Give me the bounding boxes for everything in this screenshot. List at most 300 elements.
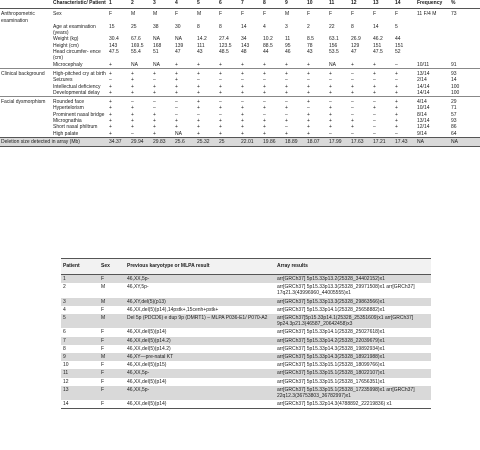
section-label	[0, 131, 52, 138]
value-cell: +	[152, 68, 174, 77]
table1-row	[0, 24, 480, 37]
value-cell: +	[131, 105, 134, 112]
value-cell: +	[373, 83, 376, 90]
array-result-cell: arr[GRCh37] 5p15.33p15.1(25328_17656351)x1	[277, 378, 385, 385]
value-cell: 139	[175, 42, 184, 49]
value-cell: +	[131, 124, 134, 131]
table1-header-cell: 11	[328, 0, 350, 9]
value-cell: –	[197, 111, 200, 118]
value-cell: +	[307, 111, 310, 118]
value-cell: +	[329, 105, 332, 112]
value-cell: +	[174, 68, 196, 77]
value-cell: –	[262, 97, 284, 106]
value-cell: –	[240, 97, 262, 106]
table2-row	[61, 306, 431, 314]
value-cell: +	[241, 105, 244, 112]
sex-cell: F	[101, 329, 105, 336]
patient-cell: 4	[63, 306, 66, 313]
sex-cell: F	[99, 337, 125, 345]
karyotype-cell: Del 5p (PDCD6) e dup 9p (DMRT1) – MLPA P036-E1/ P070-A2	[125, 314, 275, 328]
value-cell: +	[109, 111, 112, 118]
table1-header-cell: 4	[174, 0, 196, 9]
value-cell: 14	[373, 23, 379, 30]
table1-header-cell: 3	[152, 0, 174, 9]
frequency-cell: 13/14	[417, 118, 430, 125]
value-cell: +	[197, 130, 200, 137]
value-cell: +	[307, 130, 310, 137]
value-cell: 26.9	[351, 36, 361, 43]
table1-header-cell: 7	[240, 0, 262, 9]
value-cell: +	[131, 111, 134, 118]
value-cell: +	[131, 118, 134, 125]
deletion-value: 18.89	[284, 137, 306, 146]
percent-cell: 86	[451, 124, 457, 131]
frequency-cell: 10/14	[417, 105, 430, 112]
value-cell: +	[175, 89, 178, 96]
patient-cell: 3	[61, 298, 99, 306]
value-cell: NA	[153, 61, 160, 68]
value-cell: +	[241, 130, 244, 137]
table2-row	[61, 353, 431, 361]
value-cell: 8	[197, 23, 200, 30]
patient-cell: 5	[61, 314, 99, 328]
value-cell: NA	[131, 61, 138, 68]
value-cell: +	[329, 118, 332, 125]
value-cell: +	[263, 61, 266, 68]
row-label: Short nasal philtrum	[53, 124, 98, 131]
karyotype-cell: 46,XY—pre-natal KT	[125, 353, 275, 361]
value-cell: +	[241, 118, 244, 125]
value-cell: –	[263, 77, 266, 84]
value-cell: –	[350, 68, 372, 77]
karyotype-cell: 46,XX,del(5)(p14.2)	[125, 337, 275, 345]
value-cell: +	[197, 61, 200, 68]
value-cell: +	[285, 89, 288, 96]
frequency-cell: 14/14	[417, 83, 430, 90]
value-cell: +	[285, 118, 288, 125]
value-cell: +	[108, 68, 130, 77]
value-cell: 47.5	[109, 49, 119, 56]
sex-cell: F	[101, 362, 105, 369]
table1-row	[0, 90, 480, 97]
value-cell: –	[373, 77, 376, 84]
value-cell: –	[351, 105, 354, 112]
table1-header-cell: 5	[196, 0, 218, 9]
deletion-value: 25.32	[196, 137, 218, 146]
value-cell: +	[351, 89, 354, 96]
value-cell: NA	[175, 36, 182, 43]
table1-header-cell: 8	[262, 0, 284, 9]
value-cell: 51	[153, 49, 159, 56]
array-results-table	[61, 258, 431, 409]
frequency-cell: 9/14	[417, 130, 427, 137]
value-cell: +	[351, 61, 354, 68]
sex-cell: M	[99, 298, 125, 306]
karyotype-cell: 46,XY,del(5)(p13)	[125, 298, 275, 306]
deletion-value: 17.21	[372, 137, 394, 146]
value-cell: –	[130, 97, 152, 106]
frequency-cell: 10/11	[417, 61, 430, 68]
value-cell: +	[219, 130, 222, 137]
value-cell: 38	[153, 23, 159, 30]
value-cell: +	[219, 124, 222, 131]
value-cell: 47	[351, 49, 357, 56]
sex-cell: F	[99, 386, 125, 400]
deletion-value: 18.07	[306, 137, 328, 146]
value-cell: +	[130, 68, 152, 77]
value-cell: 43	[307, 49, 313, 56]
value-cell: 15	[109, 23, 115, 30]
value-cell: +	[329, 111, 332, 118]
karyotype-cell: 46,XX,del(5)(p14)	[127, 378, 167, 385]
value-cell: –	[351, 111, 354, 118]
table2-row	[61, 378, 431, 386]
value-cell: 129	[351, 42, 360, 49]
row-label: Microcephaly	[53, 61, 83, 68]
value-cell: 48	[241, 49, 247, 56]
value-cell: +	[219, 83, 222, 90]
array-result-cell: arr[GRCh37]5p15.33p14.1(25328_25351609)x1 arr[GRCh37] 9p24.3p21.3(46587_20642458)x3	[275, 314, 431, 328]
table1-header-cell: 2	[130, 0, 152, 9]
frequency-cell: 14/14	[417, 89, 430, 96]
deletion-label: Deletion size detected in array (Mb)	[0, 137, 108, 146]
frequency-cell: 13/14	[416, 68, 450, 77]
value-cell: +	[153, 118, 156, 125]
value-cell: 44	[395, 36, 401, 43]
percent-cell: 71	[451, 105, 457, 112]
percent-cell: 100	[451, 83, 460, 90]
value-cell: 123.5	[219, 42, 232, 49]
sex-cell: F	[101, 306, 105, 313]
deletion-size-row	[0, 137, 480, 146]
percent-cell: 100	[451, 89, 460, 96]
value-cell: +	[196, 97, 218, 106]
section-label	[0, 49, 52, 62]
value-cell: +	[175, 124, 178, 131]
sex-cell: F	[99, 400, 125, 409]
table1-header-cell: 1	[108, 0, 130, 9]
deletion-value: 25.6	[174, 137, 196, 146]
value-cell: +	[241, 61, 244, 68]
row-label: Weight (kg)	[53, 36, 79, 43]
section-label	[0, 62, 52, 69]
value-cell: 67.6	[131, 36, 141, 43]
value-cell: F	[174, 9, 196, 24]
sex-cell: F	[99, 369, 125, 377]
value-cell: +	[240, 68, 262, 77]
deletion-value: 29.94	[130, 137, 152, 146]
table1-header-cell: Characteristic/ Patient	[52, 0, 108, 9]
value-cell: +	[241, 83, 244, 90]
value-cell: M	[152, 9, 174, 24]
table1-header-blank	[0, 0, 52, 9]
value-cell: +	[153, 130, 156, 137]
section-label: Clinical background	[0, 68, 52, 77]
value-cell: 63.1	[329, 36, 339, 43]
table1-header-cell: 14	[394, 0, 416, 9]
value-cell: 143	[241, 42, 250, 49]
table2-header-cell: Previous karyotype or MLPA result	[125, 259, 275, 275]
value-cell: +	[131, 77, 134, 84]
value-cell: +	[175, 77, 178, 84]
value-cell: 10.2	[263, 36, 273, 43]
patient-cell: 2	[63, 284, 66, 291]
table2-row	[61, 369, 431, 377]
row-label: Micrognathia	[53, 118, 82, 125]
value-cell: 8	[351, 23, 354, 30]
value-cell: +	[109, 130, 112, 137]
value-cell: +	[262, 68, 284, 77]
value-cell: +	[351, 83, 354, 90]
value-cell: +	[109, 89, 112, 96]
value-cell: –	[395, 130, 398, 137]
value-cell: 46	[285, 49, 291, 56]
value-cell: –	[373, 130, 376, 137]
value-cell: 14	[241, 23, 247, 30]
table2-row	[61, 400, 431, 409]
sex-cell: M	[99, 353, 125, 361]
value-cell: 11	[285, 36, 291, 43]
value-cell: –	[284, 97, 306, 106]
deletion-value: 29.83	[152, 137, 174, 146]
value-cell: +	[329, 124, 332, 131]
value-cell: +	[109, 61, 112, 68]
row-label: High palate	[53, 130, 79, 137]
row-label: Sex	[52, 9, 108, 24]
value-cell: +	[372, 68, 394, 77]
array-result-cell: arr[GRCh37] 5p15.33p14.2(25328_22039679)x1	[275, 337, 431, 345]
row-label: Age at examination (years)	[53, 23, 96, 37]
value-cell: +	[395, 118, 398, 125]
deletion-value: 17.63	[350, 137, 372, 146]
array-result-cell: arr[GRCh37] 5p15.33p15.1(25328_17235998)x1 arr[GRCh37] 22q12.3(36753803_36782997)x1	[275, 386, 431, 400]
value-cell: +	[373, 105, 376, 112]
karyotype-cell: 46,XX,del(5)(p15)	[127, 362, 167, 369]
value-cell: 53.5	[329, 49, 339, 56]
value-cell: +	[351, 118, 354, 125]
value-cell: –	[153, 77, 156, 84]
value-cell: +	[197, 89, 200, 96]
section-label: Anthropometric examination	[0, 9, 52, 24]
patient-cell: 7	[61, 337, 99, 345]
value-cell: +	[131, 89, 134, 96]
deletion-value: 22.01	[240, 137, 262, 146]
value-cell: +	[307, 61, 310, 68]
table1-row	[0, 62, 480, 69]
value-cell: +	[394, 68, 416, 77]
value-cell: –	[350, 97, 372, 106]
array-result-cell: arr[GRCh37] 5p15.33p15.1(25328_18022107)x1	[275, 369, 431, 377]
value-cell: F	[218, 9, 240, 24]
value-cell: +	[351, 124, 354, 131]
frequency-cell: 2/14	[417, 77, 427, 84]
table2-row	[61, 386, 431, 400]
row-label: Hypertelorism	[53, 105, 84, 112]
patient-cell: 14	[61, 400, 99, 409]
karyotype-cell: 46,XY,5p-	[127, 284, 149, 291]
value-cell: +	[307, 118, 310, 125]
row-label: Head circumfer- ence (cm)	[53, 49, 101, 62]
row-label: Developmental delay	[53, 89, 100, 96]
value-cell: +	[285, 61, 288, 68]
value-cell: +	[197, 83, 200, 90]
value-cell: +	[307, 83, 310, 90]
percent-cell: 73	[450, 9, 480, 24]
value-cell: –	[174, 97, 196, 106]
patient-cell: 9	[61, 353, 99, 361]
frequency-cell: 11 F/4 M	[416, 9, 450, 24]
value-cell: +	[196, 68, 218, 77]
table1-header-cell: 9	[284, 0, 306, 9]
percent-cell: 14	[451, 77, 457, 84]
value-cell: NA	[175, 130, 182, 137]
value-cell: 22	[329, 23, 335, 30]
value-cell: 48.5	[219, 49, 229, 56]
deletion-value: 34.37	[108, 137, 130, 146]
value-cell: +	[285, 83, 288, 90]
value-cell: –	[285, 124, 288, 131]
value-cell: –	[219, 77, 222, 84]
row-label: Height (cm)	[53, 42, 79, 49]
value-cell: 4	[263, 23, 266, 30]
value-cell: –	[241, 77, 244, 84]
array-result-cell: arr[GRCh37] 5p15.33p14.3(25328_18921988)x1	[275, 353, 431, 361]
value-cell: +	[175, 83, 178, 90]
value-cell: –	[395, 77, 398, 84]
value-cell: +	[306, 68, 328, 77]
value-cell: +	[329, 89, 332, 96]
frequency-cell	[416, 49, 450, 62]
value-cell: +	[219, 89, 222, 96]
value-cell: +	[153, 124, 156, 131]
percent-cell: 64	[451, 130, 457, 137]
karyotype-cell: 46,XX,5p-	[125, 369, 275, 377]
value-cell: –	[197, 77, 200, 84]
table2-row	[61, 298, 431, 306]
patient-cell: 10	[63, 362, 69, 369]
array-result-cell: arr[GRCh37] 5p15.33p13.3(25328_29971508)x1 arr[GRCh37] 17q21.3(43996960_44005555)x1	[277, 284, 415, 297]
array-result-cell: arr[GRCh37] 5p15.33p14.1(25328_25658882)x1	[277, 306, 385, 313]
value-cell: 8.5	[307, 36, 314, 43]
table1-row	[0, 68, 480, 77]
value-cell: 156	[329, 42, 338, 49]
table2-row	[61, 345, 431, 353]
value-cell: –	[373, 124, 376, 131]
value-cell: +	[395, 124, 398, 131]
value-cell: +	[218, 68, 240, 77]
value-cell: +	[285, 105, 288, 112]
karyotype-cell: 46,XX,5p-	[125, 275, 275, 284]
value-cell: +	[197, 124, 200, 131]
table1-header-cell: %	[450, 0, 480, 9]
value-cell: F	[394, 9, 416, 24]
value-cell: +	[153, 83, 156, 90]
value-cell: –	[351, 130, 354, 137]
section-label: Facial dysmorphism	[0, 97, 52, 106]
value-cell: +	[197, 105, 200, 112]
value-cell: +	[241, 124, 244, 131]
value-cell: NA	[329, 61, 336, 68]
table2-header-cell: Sex	[99, 259, 125, 275]
patient-cell: 13	[61, 386, 99, 400]
sex-cell: F	[101, 378, 105, 385]
value-cell: +	[263, 118, 266, 125]
value-cell: 88.5	[263, 42, 273, 49]
value-cell: –	[285, 111, 288, 118]
value-cell: –	[372, 97, 394, 106]
value-cell: –	[131, 130, 134, 137]
value-cell: 2	[307, 23, 310, 30]
value-cell: F	[328, 9, 350, 24]
array-result-cell: arr[GRCh37] 5p15.33p14.3(25328_19892934)x1	[277, 345, 385, 352]
value-cell: F	[372, 9, 394, 24]
table2-row	[61, 328, 431, 336]
karyotype-cell: 46,XX,del(5)(p14)	[125, 400, 275, 409]
value-cell: 151	[395, 42, 404, 49]
value-cell: +	[307, 124, 310, 131]
section-label	[0, 24, 52, 37]
value-cell: F	[240, 9, 262, 24]
value-cell: 14.2	[197, 36, 207, 43]
value-cell: +	[394, 97, 416, 106]
value-cell: 151	[373, 42, 382, 49]
value-cell: +	[241, 89, 244, 96]
value-cell: 5	[395, 23, 398, 30]
value-cell: M	[130, 9, 152, 24]
table2-row	[61, 314, 431, 328]
value-cell: +	[263, 124, 266, 131]
frequency-cell: 12/14	[417, 124, 430, 131]
value-cell: +	[395, 111, 398, 118]
value-cell: 27.4	[219, 36, 229, 43]
value-cell: +	[395, 89, 398, 96]
value-cell: –	[153, 105, 156, 112]
deletion-value: 19.86	[262, 137, 284, 146]
array-result-cell: arr[GRCh37] 5p15.33p13.2(25328_34402152)x1	[275, 275, 431, 284]
value-cell: F	[306, 9, 328, 24]
value-cell: –	[152, 97, 174, 106]
value-cell: +	[219, 105, 222, 112]
table2-body	[61, 275, 431, 409]
value-cell: 55.4	[131, 49, 141, 56]
value-cell: F	[350, 9, 372, 24]
value-cell: 34	[241, 36, 247, 43]
value-cell: –	[373, 111, 376, 118]
sex-cell: M	[101, 284, 106, 291]
value-cell: +	[175, 61, 178, 68]
value-cell: +	[328, 68, 350, 77]
value-cell: –	[395, 61, 398, 68]
value-cell: +	[373, 89, 376, 96]
clinical-features-table	[0, 0, 480, 147]
value-cell: –	[307, 77, 310, 84]
deletion-value: 17.43	[394, 137, 416, 146]
value-cell: M	[284, 9, 306, 24]
table1-header-cell: 6	[218, 0, 240, 9]
value-cell: +	[263, 105, 266, 112]
percent-cell	[450, 49, 480, 62]
row-label: High-pitched cry at birth	[52, 68, 108, 77]
value-cell: +	[108, 97, 130, 106]
array-result-cell: arr[GRCh37] 5p15.33p15.1(25328_18099766)x1	[277, 362, 385, 369]
value-cell: 95	[285, 42, 291, 49]
value-cell: +	[175, 118, 178, 125]
karyotype-cell: 46,XX,del(5)(p14.2)	[127, 345, 171, 352]
value-cell: –	[218, 97, 240, 106]
row-label: Intellectual deficiency	[53, 83, 101, 90]
value-cell: –	[285, 77, 288, 84]
value-cell: M	[196, 9, 218, 24]
